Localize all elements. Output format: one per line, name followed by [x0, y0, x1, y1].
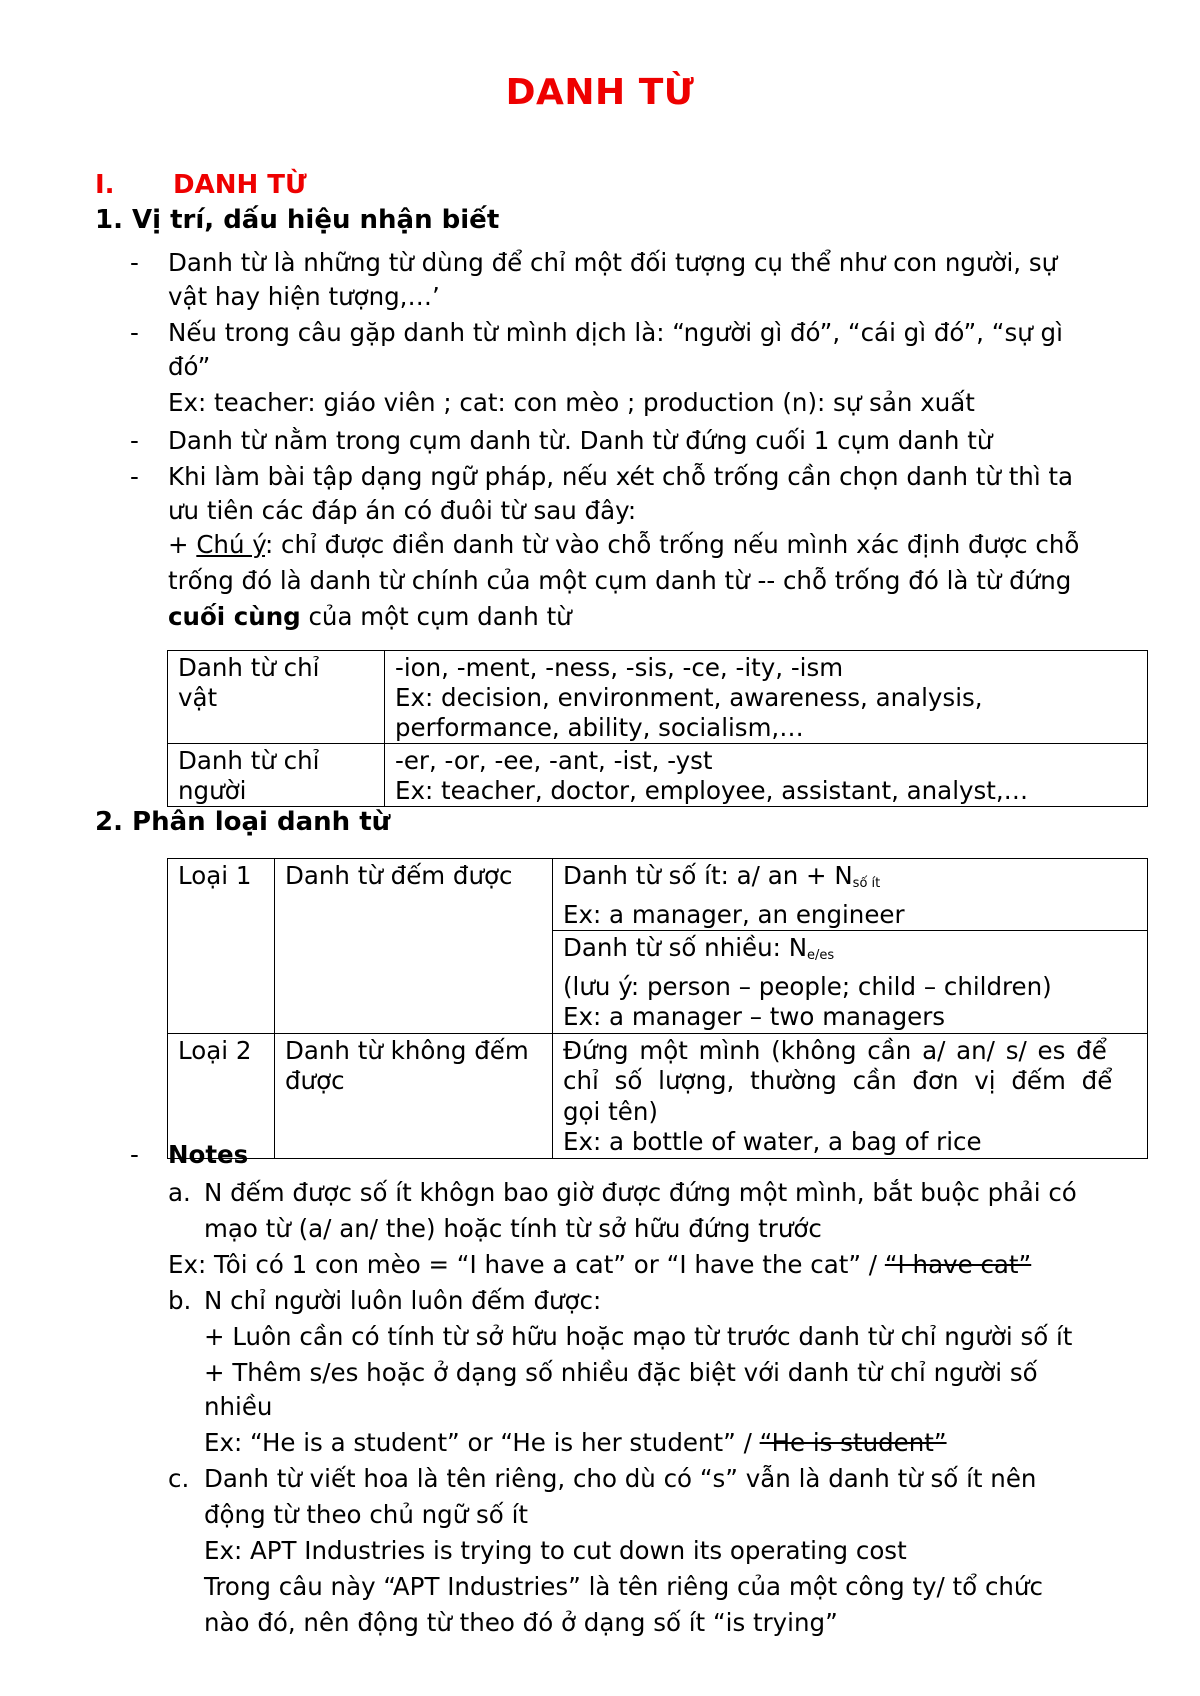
table-cell-name: Danh từ đếm được — [275, 859, 553, 1034]
note-text: : chỉ được điền danh từ vào chỗ trống nếu mình xác định được chỗ — [265, 530, 1080, 559]
bullet-text: Danh từ là những từ dùng để chỉ một đối tượng cụ thể như con người, sự — [168, 248, 1058, 277]
suffix-table — [167, 650, 1148, 807]
list-marker: b. — [168, 1286, 192, 1315]
cell-text — [563, 933, 1137, 972]
cell-text: Ex: a manager – two managers — [563, 1002, 946, 1031]
cell-text: Ex: a bottle of water, a bag of rice — [563, 1127, 982, 1156]
cell-text: được — [285, 1066, 345, 1095]
example-text: Ex: APT Industries is trying to cut down its operating cost — [204, 1536, 907, 1565]
example-text — [168, 1248, 1031, 1282]
subscript-text: số ít — [852, 876, 881, 891]
cell-text: Ex: decision, environment, awareness, analysis, — [395, 683, 983, 712]
cell-text: Danh từ số nhiều: N — [563, 933, 808, 962]
list-item-text: mạo từ (a/ an/ the) hoặc tính từ sở hữu đứng trước — [204, 1214, 822, 1243]
table-row — [168, 859, 1148, 931]
table-cell-content — [385, 744, 1148, 807]
list-item-text: N chỉ người luôn luôn đếm được: — [204, 1286, 602, 1315]
bullet-text: Danh từ nằm trong cụm danh từ. Danh từ đứng cuối 1 cụm danh từ — [168, 426, 993, 455]
table-cell-content — [385, 651, 1148, 744]
cell-text: Danh từ chỉ — [178, 746, 320, 775]
table-row — [168, 744, 1148, 807]
table-cell-singular — [553, 859, 1148, 931]
note-line — [168, 528, 1079, 562]
bullet-text: Nếu trong câu gặp danh từ mình dịch là: “người gì đó”, “cái gì đó”, “sự gì — [168, 318, 1063, 347]
bullet-text: đó” — [168, 352, 211, 381]
subsection-heading-1: 1. Vị trí, dấu hiệu nhận biết — [95, 205, 500, 235]
cell-text: performance, ability, socialism,… — [395, 713, 804, 742]
cell-text — [563, 861, 1137, 900]
note-text: của một cụm danh từ — [300, 602, 572, 631]
section-title: DANH TỪ — [173, 170, 307, 200]
struck-example: “I have cat” — [884, 1250, 1032, 1279]
cell-text: gọi tên) — [563, 1096, 658, 1126]
bullet-dash: - — [130, 1140, 139, 1169]
table-cell-label — [168, 651, 385, 744]
bullet-dash: - — [130, 318, 139, 347]
page-title: DANH TỪ — [505, 72, 695, 113]
table-cell-plural — [553, 931, 1148, 1034]
cell-text: chỉ số lượng, thường cần đơn vị đếm để — [563, 1066, 1113, 1095]
subscript-text: e/es — [807, 948, 835, 963]
note-plus: + — [168, 530, 197, 559]
cell-text: -ion, -ment, -ness, -sis, -ce, -ity, -ism — [395, 653, 844, 682]
note-line: trống đó là danh từ chính của một cụm danh từ -- chỗ trống đó là từ đứng — [168, 566, 1072, 595]
section-heading — [95, 170, 307, 200]
cell-text: người — [178, 776, 247, 805]
table-cell-label — [168, 744, 385, 807]
table-cell-type: Loại 1 — [168, 859, 275, 1034]
bullet-dash: - — [130, 426, 139, 455]
example-text — [204, 1426, 947, 1460]
cell-text: Danh từ số ít: a/ an + N — [563, 861, 853, 890]
table-cell-uncountable — [553, 1033, 1148, 1158]
section-number: I. — [95, 170, 115, 200]
cell-text: Ex: a manager, an engineer — [563, 899, 905, 929]
list-item-text: + Thêm s/es hoặc ở dạng số nhiều đặc biệt với danh từ chỉ người số — [204, 1358, 1038, 1387]
list-marker: a. — [168, 1178, 191, 1207]
cell-text: Danh từ chỉ — [178, 653, 320, 682]
table-row — [168, 651, 1148, 744]
list-item-text: Trong câu này “APT Industries” là tên riêng của một công ty/ tổ chức — [204, 1572, 1043, 1601]
list-item-text: nhiều — [204, 1392, 273, 1421]
bullet-text: ưu tiên các đáp án có đuôi từ sau đây: — [168, 496, 637, 525]
subsection-heading-2: 2. Phân loại danh từ — [95, 807, 391, 837]
noun-type-table — [167, 858, 1148, 1159]
table-cell-name — [275, 1033, 553, 1158]
example-text: Ex: “He is a student” or “He is her student” / — [204, 1428, 760, 1457]
table-cell-type: Loại 2 — [168, 1033, 275, 1158]
cell-text: (lưu ý: person – people; child – children) — [563, 971, 1052, 1001]
bullet-dash: - — [130, 462, 139, 491]
cell-text: -er, -or, -ee, -ant, -ist, -yst — [395, 746, 713, 775]
list-item-text: nào đó, nên động từ theo đó ở dạng số ít “is trying” — [204, 1608, 838, 1637]
note-line — [168, 600, 572, 634]
notes-heading: Notes — [168, 1140, 249, 1169]
example-text: Ex: Tôi có 1 con mèo = “I have a cat” or “I have the cat” / — [168, 1250, 885, 1279]
list-item-text: động từ theo chủ ngữ số ít — [204, 1500, 528, 1529]
cell-text: Đứng một mình (không cần a/ an/ s/ es để — [563, 1035, 1107, 1065]
cell-text: Danh từ không đếm — [285, 1035, 529, 1065]
note-label: Chú ý — [196, 530, 265, 559]
note-emphasis: cuối cùng — [168, 602, 301, 631]
struck-example: “He is student” — [759, 1428, 947, 1457]
bullet-text: Khi làm bài tập dạng ngữ pháp, nếu xét chỗ trống cần chọn danh từ thì ta — [168, 462, 1074, 491]
bullet-dash: - — [130, 248, 139, 277]
cell-text: vật — [178, 683, 218, 712]
list-marker: c. — [168, 1464, 190, 1493]
bullet-text: vật hay hiện tượng,…’ — [168, 282, 440, 311]
list-item-text: N đếm được số ít khôgn bao giờ được đứng một mình, bắt buộc phải có — [204, 1178, 1077, 1207]
list-item-text: Danh từ viết hoa là tên riêng, cho dù có “s” vẫn là danh từ số ít nên — [204, 1464, 1037, 1493]
cell-text: Ex: teacher, doctor, employee, assistant, analyst,… — [395, 776, 1029, 805]
table-row — [168, 1033, 1148, 1158]
list-item-text: + Luôn cần có tính từ sở hữu hoặc mạo từ trước danh từ chỉ người số ít — [204, 1322, 1073, 1351]
example-text: Ex: teacher: giáo viên ; cat: con mèo ; production (n): sự sản xuất — [168, 388, 975, 417]
